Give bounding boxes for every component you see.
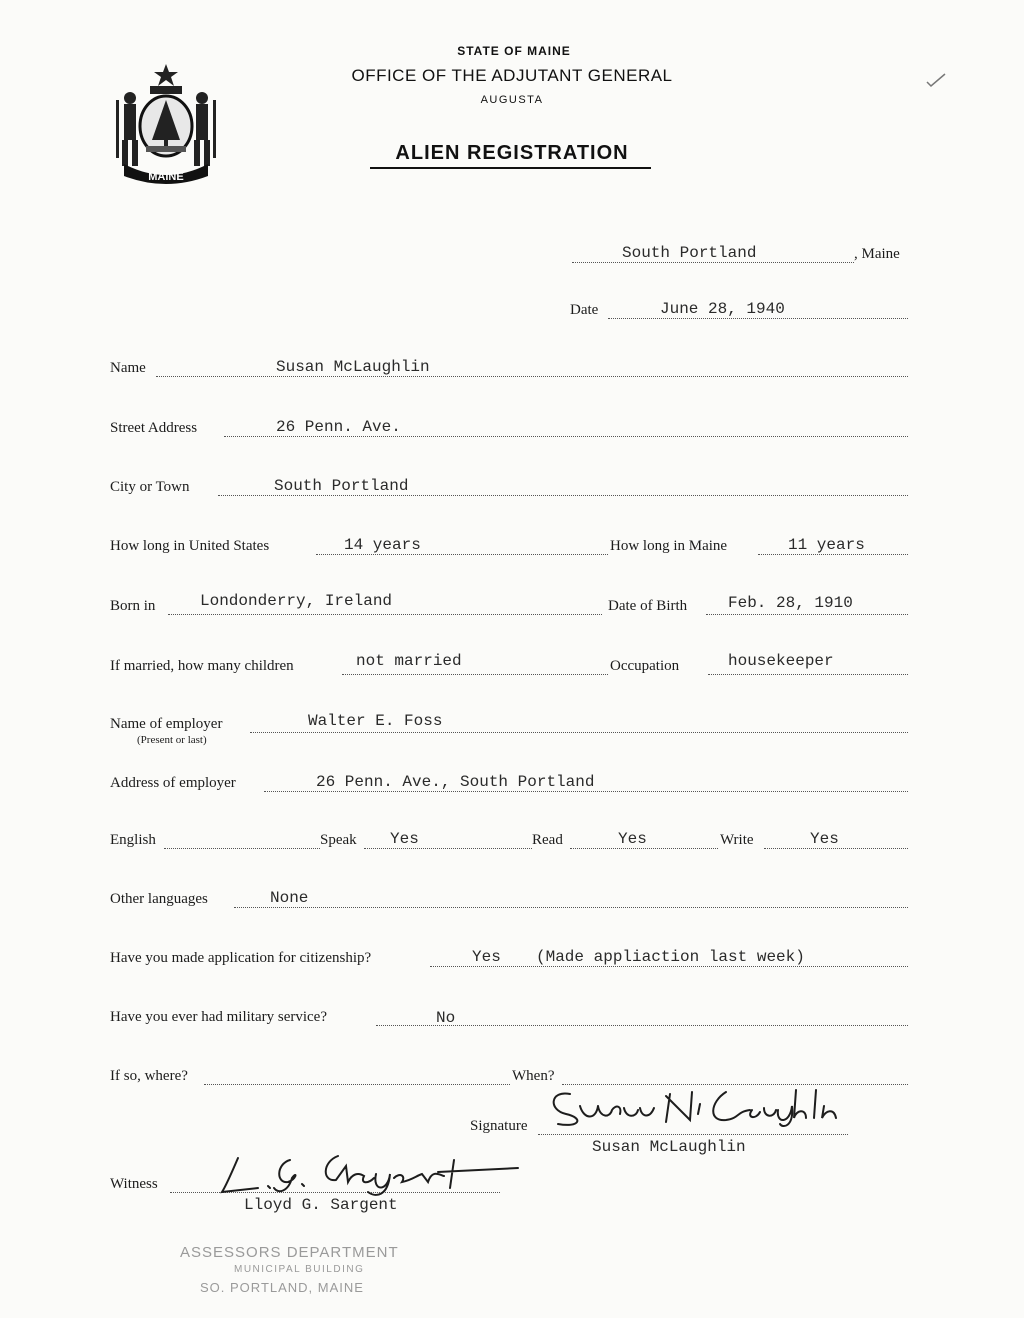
how-long-us-value: 14 years [344,536,421,554]
employer-address-row [0,773,1024,797]
stamp-line1: ASSESSORS DEPARTMENT [180,1244,399,1261]
street-address-value: 26 Penn. Ave. [276,418,401,436]
english-row [0,830,1024,854]
military-row [0,1007,1024,1031]
occupation-value: housekeeper [728,652,834,670]
name-value: Susan McLaughlin [276,358,430,376]
name-row [0,358,1024,382]
write-label: Write [720,832,754,848]
read-value: Yes [618,830,647,848]
signature-typed: Susan McLaughlin [592,1138,746,1156]
military-value: No [436,1009,456,1027]
english-label: English [110,832,156,848]
children-value: not married [356,652,462,670]
military-label: Have you ever had military service? [110,1009,327,1025]
speak-value: Yes [390,830,419,848]
svg-text:MAINE: MAINE [148,171,184,183]
witness-signature-script [218,1148,528,1203]
children-label: If married, how many children [110,658,294,674]
street-address-label: Street Address [110,420,198,436]
speak-label: Speak [320,832,357,848]
header-office: OFFICE OF THE ADJUTANT GENERAL [351,66,673,85]
form-title: ALIEN REGISTRATION [395,142,629,164]
citizenship-row [0,948,1024,972]
where-label: If so, where? [110,1068,188,1084]
title-underline [370,167,651,169]
born-in-value: Londonderry, Ireland [200,592,393,610]
street-address-row [0,418,1024,442]
location-suffix: , Maine [854,246,900,262]
location-value: South Portland [622,244,757,262]
write-value: Yes [810,830,839,848]
employer-address-value: 26 Penn. Ave., South Portland [316,773,595,791]
signature-row [0,1116,1024,1140]
other-languages-label: Other languages [110,891,208,907]
witness-typed: Lloyd G. Sargent [244,1196,398,1214]
how-long-maine-label: How long in Maine [610,538,728,554]
signature-label: Signature [470,1118,528,1134]
children-occupation-row [0,652,1024,680]
born-in-label: Born in [110,598,156,614]
header-city: AUGUSTA [480,94,544,106]
how-long-maine-value: 11 years [788,536,865,554]
city-row [0,477,1024,501]
date-of-birth-label: Date of Birth [608,598,688,614]
residency-row [0,536,1024,560]
other-languages-row [0,889,1024,913]
name-label: Name [110,360,146,376]
witness-label: Witness [110,1176,158,1192]
employer-name-sublabel: (Present or last) [137,734,207,746]
signature-script [540,1084,860,1133]
date-of-birth-value: Feb. 28, 1910 [728,594,853,612]
employer-name-value: Walter E. Foss [308,712,443,730]
employer-name-label: Name of employer [110,716,223,732]
header-state: STATE OF MAINE [457,44,571,58]
other-languages-value: None [270,889,309,907]
date-row [0,300,1024,324]
citizenship-value: Yes [472,948,501,966]
location-row [0,244,1024,268]
read-label: Read [532,832,563,848]
date-value: June 28, 1940 [660,300,785,318]
stamp-line2: MUNICIPAL BUILDING [234,1264,365,1275]
city-value: South Portland [274,477,409,495]
how-long-us-label: How long in United States [110,538,270,554]
employer-address-label: Address of employer [110,775,236,791]
city-label: City or Town [110,479,190,495]
date-label: Date [570,302,599,318]
stamp-line3: SO. PORTLAND, MAINE [200,1280,364,1295]
citizenship-label: Have you made application for citizenship? [110,950,372,966]
citizenship-note: (Made appliaction last week) [536,948,805,966]
where-row [0,1066,1024,1090]
birth-row [0,592,1024,620]
when-label: When? [512,1068,555,1084]
occupation-label: Occupation [610,658,680,674]
employer-name-row [0,712,1024,746]
